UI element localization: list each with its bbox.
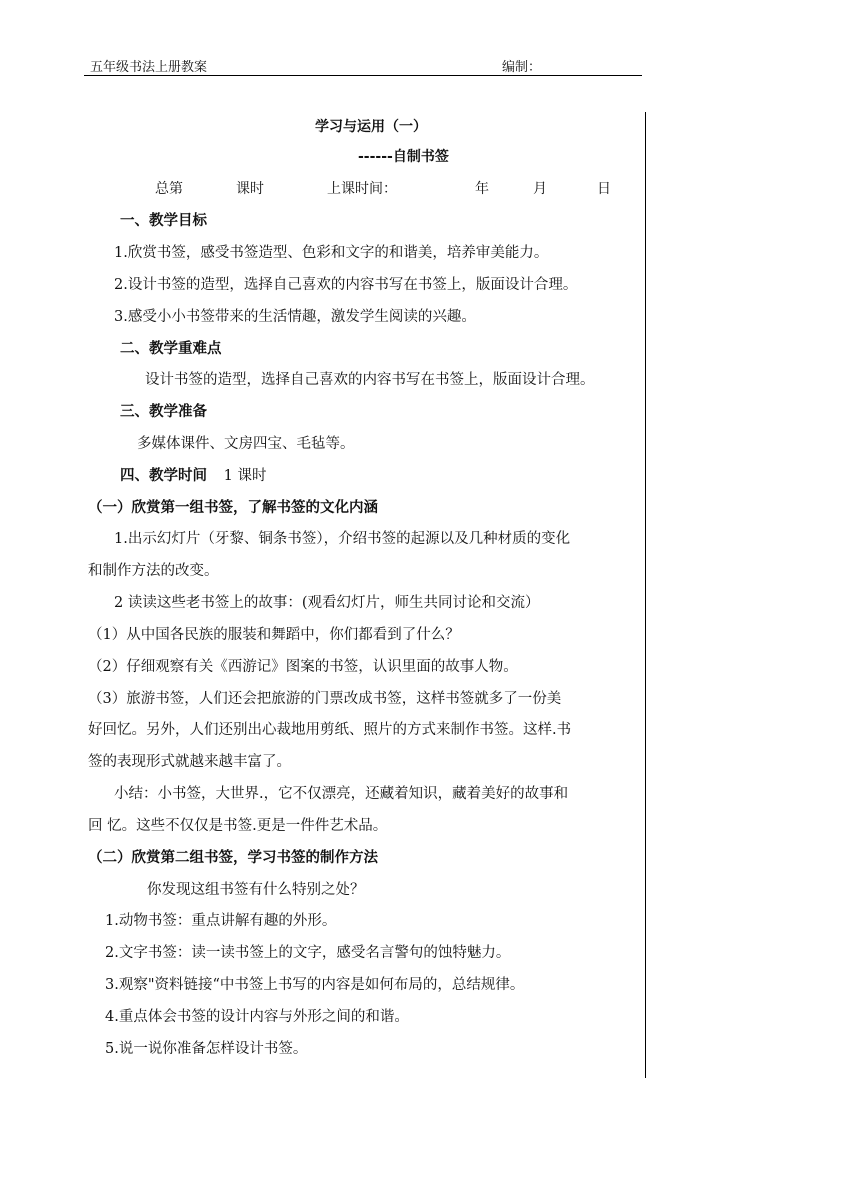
summary-line: 回 忆。这些不仅仅是书签.更是一件件艺术品。 [88,818,388,834]
objective-item: 3.感受小小书签带来的生活情趣，激发学生阅读的兴趣。 [114,309,476,325]
part1-line: 和制作方法的改变。 [88,563,219,579]
prep-heading: 三、教学准备 [120,404,207,420]
part2-line: 3.观察"资料链接“中书签上书写的内容是如何布局的，总结规律。 [105,977,525,993]
part2-line: 5.说一说你准备怎样设计书签。 [105,1041,308,1057]
summary-line: 小结：小书签，大世界.，它不仅漂亮，还藏着知识，藏着美好的故事和 [114,786,569,802]
part2-line: 4.重点体会书签的设计内容与外形之间的和谐。 [105,1009,409,1025]
keypoints-heading: 二、教学重难点 [120,341,222,357]
time-heading: 四、教学时间 [120,468,207,484]
part1-line: （1）从中国各民族的服装和舞蹈中，你们都看到了什么？ [88,627,460,643]
objectives-heading: 一、教学目标 [120,213,207,229]
time-row [120,464,266,485]
table-right-border [645,112,646,1078]
header-course-title: 五年级书法上册教案 [90,60,208,75]
part1-line: 好回忆。另外，人们还别出心裁地用剪纸、照片的方式来制作书签。这样.书 [88,722,572,738]
prep-text: 多媒体课件、文房四宝、毛毡等。 [137,436,355,452]
part2-heading: （二）欣赏第二组书签，学习书签的制作方法 [88,850,378,866]
part1-heading: （一）欣赏第一组书签，了解书签的文化内涵 [88,500,378,516]
meta-time-label: 上课时间： [327,181,397,197]
meta-month: 月 [533,181,547,197]
meta-year: 年 [475,181,489,197]
part1-line: 2 读读这些老书签上的故事：(观看幻灯片，师生共同讨论和交流） [114,595,540,611]
lesson-title: 学习与运用（一） [315,119,427,135]
objective-item: 2.设计书签的造型，选择自己喜欢的内容书写在书签上，版面设计合理。 [114,277,578,293]
meta-period: 课时 [236,181,264,197]
part1-line: （3）旅游书签，人们还会把旅游的门票改成书签，这样书签就多了一份美 [88,691,562,707]
meta-total: 总第 [155,181,183,197]
part1-line: 1.出示幻灯片（牙黎、铜条书签），介绍书签的起源以及几种材质的变化 [114,531,571,547]
part2-line: 1.动物书签：重点讲解有趣的外形。 [105,913,337,929]
header-divider [84,75,642,76]
lesson-subtitle: ------自制书签 [358,149,449,165]
part1-line: 签的表现形式就越来越丰富了。 [88,754,291,770]
header-author-label: 编制： [502,60,542,75]
keypoints-text: 设计书签的造型，选择自己喜欢的内容书写在书签上，版面设计合理。 [145,372,595,388]
part2-line: 你发现这组书签有什么特别之处？ [147,882,365,898]
meta-day: 日 [597,181,611,197]
objective-item: 1.欣赏书签，感受书签造型、色彩和文字的和谐美，培养审美能力。 [114,245,549,261]
time-value: 1 课时 [223,468,267,484]
part2-line: 2.文字书签：读一读书签上的文字，感受名言警句的蚀特魅力。 [105,945,511,961]
part1-line: （2）仔细观察有关《西游记》图案的书签，认识里面的故事人物。 [88,659,518,675]
